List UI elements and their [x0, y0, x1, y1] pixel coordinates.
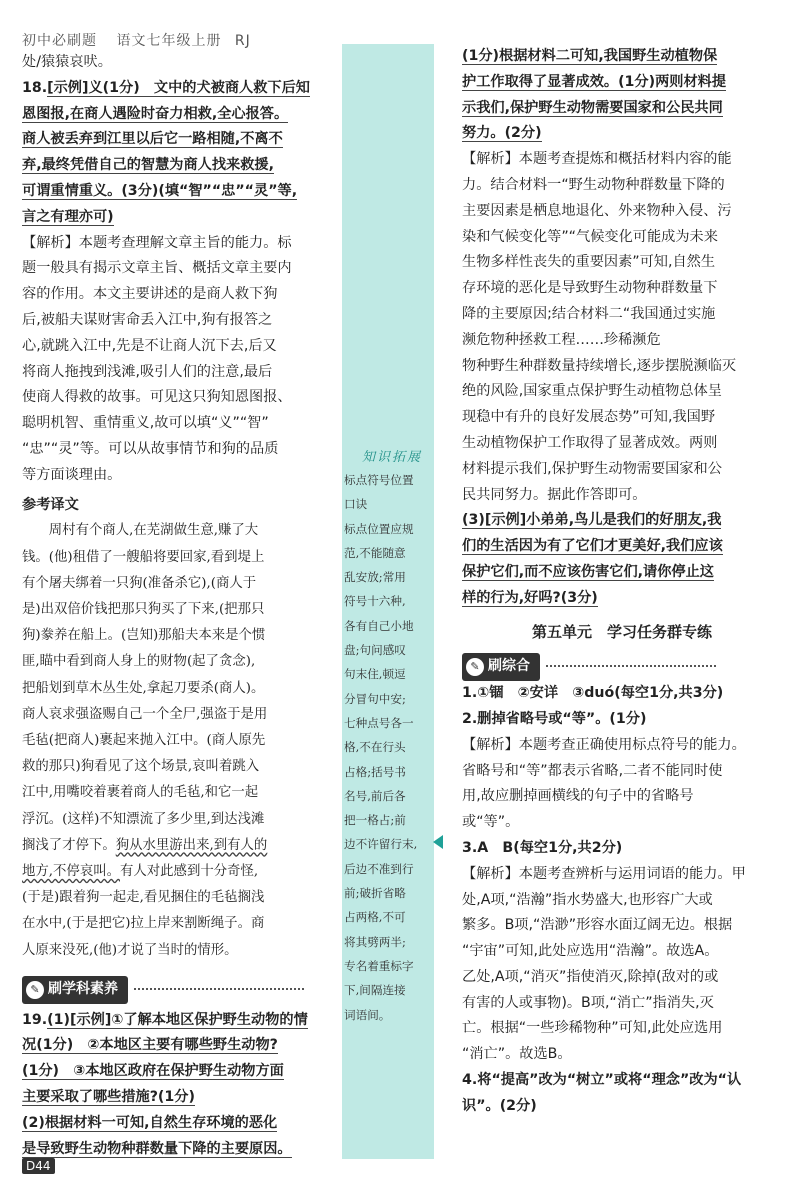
- analysis-line: 降的主要原因;结合材料二“我国通过实施: [462, 305, 716, 322]
- sidebar-line: 范,不能随意: [344, 545, 406, 560]
- sidebar-title: 知识拓展: [362, 450, 423, 465]
- page-number: D44: [22, 1158, 55, 1174]
- analysis-line: 【解析】本题考查正确使用标点符号的能力。: [462, 736, 746, 753]
- analysis-line: “忠”“灵”等。可以从故事情节和狗的品质: [22, 440, 279, 457]
- q19-number: 19.: [22, 1011, 48, 1028]
- unit-title: 第五单元 学习任务群专练: [531, 622, 712, 641]
- pen-icon: ✎: [466, 658, 484, 676]
- sidebar-line: 口诀: [344, 497, 368, 512]
- sidebar-line: 占格;括号书: [344, 764, 406, 779]
- sidebar-line: 分冒句中安;: [344, 691, 406, 706]
- translation-line: 毛毡(把商人)裹起来抛入江中。(商人原先: [22, 732, 266, 748]
- analysis-line: 后,被船夫谋财害命丢入江中,狗有报答之: [22, 311, 273, 328]
- answer-1: 1.①锢 ②安详 ③duó(每空1分,共3分): [462, 685, 724, 702]
- sidebar-line: 名号,前后各: [344, 788, 406, 803]
- answer-line: 保护它们,而不应该伤害它们,请你停止这: [462, 563, 714, 580]
- analysis-line: 有害的人或事物)。B项,“消亡”指消失,灭: [462, 994, 714, 1011]
- translation-line: 是)出双倍价钱把那只狗买了下来,(把那只: [22, 601, 265, 617]
- pen-icon: ✎: [26, 981, 44, 999]
- answer-line: 努力。(2分): [462, 125, 542, 142]
- book-title: 初中必刷题: [22, 33, 97, 49]
- sidebar-line: 前;破折省略: [344, 886, 406, 901]
- q19-line: (1)[示例]①了解本地区保护野生动物的情: [47, 1011, 308, 1028]
- answer-line: 样的行为,好吗?(3分): [462, 589, 598, 606]
- sidebar-line: 把一格占;前: [344, 813, 406, 828]
- sidebar-line: 专名着重标字: [344, 958, 414, 973]
- analysis-line: 省略号和“等”都表示省略,二者不能同时使: [462, 762, 723, 779]
- q19-line: 主要采取了哪些措施?(1分): [22, 1088, 195, 1105]
- analysis-line: 生动植物保护工作取得了显著成效。两则: [462, 434, 718, 451]
- translation-wavy-text: 狗从水里游出来,到有人的: [115, 837, 268, 853]
- translation-line: 浮沉。(这样)不知漂流了多少里,到达浅滩: [22, 811, 265, 827]
- analysis-line: 生物多样性丧失的重要因素”可知,自然生: [462, 254, 716, 271]
- sidebar-line: 格,不在行头: [344, 740, 406, 755]
- answer-line: (3)[示例]小弟弟,鸟儿是我们的好朋友,我: [462, 512, 722, 529]
- analysis-line: 现稳中有升的良好发展态势”可知,我国野: [462, 409, 716, 426]
- analysis-line: 【解析】本题考查提炼和概括材料内容的能: [462, 151, 732, 168]
- analysis-line: 亡。根据“一些珍稀物种”可知,此处应选用: [462, 1020, 723, 1037]
- q18-line: 言之有理亦可): [22, 208, 114, 225]
- q18-line: 可谓重情重义。(3分)(填“智”“忠”“灵”等,: [22, 182, 298, 199]
- q19-line: 况(1分) ②本地区主要有哪些野生动物?: [22, 1037, 278, 1054]
- analysis-line: 乙处,A项,“消灭”指使消灭,除掉(敌对的或: [462, 968, 719, 985]
- analysis-line: 【解析】本题考查辨析与运用词语的能力。甲: [462, 865, 746, 882]
- analysis-line: 心,就跳入江中,先是不让商人沉下去,后又: [22, 337, 277, 354]
- analysis-line: 力。结合材料一“野生动物种群数量下降的: [462, 176, 725, 193]
- analysis-line: 聪明机智、重情重义,故可以填“义”“智”: [22, 415, 269, 432]
- translation-line: 匪,瞄中看到商人身上的财物(起了贪念),: [22, 654, 256, 670]
- sidebar-line: 边不许留行末,: [344, 837, 418, 852]
- analysis-line: 主要因素是栖息地退化、外来物种入侵、污: [462, 202, 732, 219]
- translation-line: 救的那只)狗看见了这个场景,哀叫着跳入: [22, 759, 260, 775]
- sidebar-line: 标点位置应规: [344, 521, 414, 536]
- analysis-line: 物种野生种群数量持续增长,逐步摆脱濒临灭: [462, 357, 737, 374]
- top-line: 处/猿猿哀吠。: [22, 54, 112, 70]
- analysis-line: 将商人拖拽到浅滩,吸引人们的注意,最后: [22, 363, 273, 380]
- sidebar-body: [344, 468, 432, 1027]
- dotted-divider: [134, 988, 304, 990]
- sidebar-line: 占两格,不可: [344, 910, 406, 925]
- translation-line: 在水中,(于是把它)拉上岸来割断绳子。商: [22, 916, 265, 932]
- analysis-line: “消亡”。故选B。: [462, 1046, 572, 1063]
- sidebar-line: 后边不准到行: [344, 861, 414, 876]
- left-column: [22, 50, 340, 1162]
- translation-line: 有个屠夫绑着一只狗(准备杀它),(商人于: [22, 575, 257, 591]
- pointer-arrow-icon: [433, 835, 443, 849]
- translation-line: 狗)豢养在船上。(岂知)那船夫本来是个惯: [22, 628, 266, 644]
- answer-line: 护工作取得了显著成效。(1分)两则材料提: [462, 73, 727, 90]
- answer-3: 3.A B(每空1分,共2分): [462, 839, 623, 856]
- analysis-line: 题一般具有揭示文章主旨、概括文章主要内: [22, 260, 292, 277]
- translation-wavy-text: 地方,不停哀叫。: [22, 863, 120, 879]
- analysis-line: 民共同努力。据此作答即可。: [462, 486, 647, 503]
- sidebar-line: 各有自己小地: [344, 618, 414, 633]
- sidebar-line: 将其劈两半;: [344, 934, 406, 949]
- section-banner: [22, 976, 128, 1004]
- answer-line: 们的生活因为有了它们才更美好,我们应该: [462, 538, 723, 555]
- reference-translation-title: 参考译文: [22, 496, 79, 513]
- analysis-line: 【解析】本题考查理解文章主旨的能力。标: [22, 234, 292, 251]
- answer-line: (1分)根据材料二可知,我国野生动植物保: [462, 48, 718, 64]
- translation-line: 有人对此感到十分奇怪,: [120, 863, 259, 879]
- translation-line: 钱。(他)租借了一艘船将要回家,看到堤上: [22, 549, 265, 565]
- section-banner: [462, 653, 540, 681]
- translation-line: 把船划到草木丛生处,拿起刀要杀(商人)。: [22, 680, 265, 696]
- analysis-line: 繁多。B项,“浩渺”形容水面辽阔无边。根据: [462, 917, 733, 934]
- sidebar-line: 下,间隔连接: [344, 983, 406, 998]
- subject-title: 语文七年级上册: [116, 33, 222, 49]
- analysis-line: 绝的风险,国家重点保护野生动植物总体呈: [462, 383, 722, 400]
- translation-line: 周村有个商人,在芜湖做生意,赚了大: [48, 523, 259, 539]
- analysis-line: 或“等”。: [462, 814, 520, 831]
- analysis-line: 处,A项,“浩瀚”指水势盛大,也形容广大或: [462, 891, 713, 908]
- answer-2: 2.删掉省略号或“等”。(1分): [462, 710, 647, 727]
- translation: [22, 518, 340, 963]
- sidebar-line: 符号十六种,: [344, 594, 406, 609]
- page-header: [22, 30, 251, 50]
- translation-line: 商人哀求强盗赐自己一个全尸,强盗于是用: [22, 706, 268, 722]
- question-19: [22, 1008, 340, 1163]
- q19-line: 是导致野生动物种群数量下降的主要原因。: [22, 1140, 292, 1157]
- section-banner-row: [462, 647, 782, 681]
- analysis-line: 濒危物种拯救工程……珍稀濒危: [462, 331, 661, 348]
- banner-label: 刷综合: [488, 658, 530, 675]
- sidebar-line: 句末住,顿逗: [344, 667, 406, 682]
- analysis-line: 等方面谈理由。: [22, 466, 122, 483]
- right-column: [462, 44, 782, 1120]
- q19-line: (2)根据材料一可知,自然生存环境的恶化: [22, 1114, 278, 1131]
- analysis-line: 存环境的恶化是导致野生动物种群数量下: [462, 280, 718, 297]
- answer-4: 4.将“提高”改为“树立”或将“理念”改为“认: [462, 1072, 742, 1089]
- banner-label: 刷学科素养: [48, 980, 118, 997]
- analysis-line: 容的作用。本文主要讲述的是商人救下狗: [22, 286, 278, 303]
- translation-line: 人原来没死,(他)才说了当时的情形。: [22, 942, 238, 958]
- analysis-line: 使商人得救的故事。可见这只狗知恩图报、: [22, 389, 292, 406]
- section-banner-row: [22, 970, 340, 1004]
- q18-line: 商人被丢弃到江里以后它一路相随,不离不: [22, 131, 283, 148]
- analysis-line: “宇宙”可知,此处应选用“浩瀚”。故选A。: [462, 943, 719, 960]
- analysis-line: 材料提示我们,保护野生动物需要国家和公: [462, 460, 722, 477]
- sidebar-line: 乱安放;常用: [344, 570, 406, 585]
- q18-line: 恩图报,在商人遇险时奋力相救,全心报答。: [22, 105, 289, 122]
- translation-line: 江中,用嘴咬着裹着商人的毛毡,和它一起: [22, 785, 259, 801]
- q18-line: [示例]义(1分) 文中的犬被商人救下后知: [47, 79, 310, 96]
- edition-label: RJ: [234, 33, 251, 49]
- q18-line: 弃,最终凭借自己的智慧为商人找来救援,: [22, 157, 274, 174]
- q18-number: 18.: [22, 79, 48, 96]
- question-18: [22, 76, 340, 489]
- translation-line: (于是)跟着狗一起走,看见捆住的毛毡搁浅: [22, 890, 265, 906]
- answer-4: 识”。(2分): [462, 1097, 537, 1114]
- sidebar-line: 词语间。: [344, 1007, 391, 1022]
- analysis-line: 用,故应删掉画横线的句子中的省略号: [462, 788, 694, 805]
- sidebar-line: 盘;句问感叹: [344, 643, 406, 658]
- answer-line: 示我们,保护野生动物需要国家和公民共同: [462, 99, 723, 116]
- dotted-divider: [546, 665, 716, 667]
- sidebar-line: 七种点号各一: [344, 715, 414, 730]
- translation-line: 搁浅了才停下。: [22, 837, 116, 853]
- sidebar-line: 标点符号位置: [344, 473, 414, 487]
- q19-line: (1分) ③本地区政府在保护野生动物方面: [22, 1063, 284, 1080]
- analysis-line: 染和气候变化等”“气候变化可能成为未来: [462, 228, 718, 245]
